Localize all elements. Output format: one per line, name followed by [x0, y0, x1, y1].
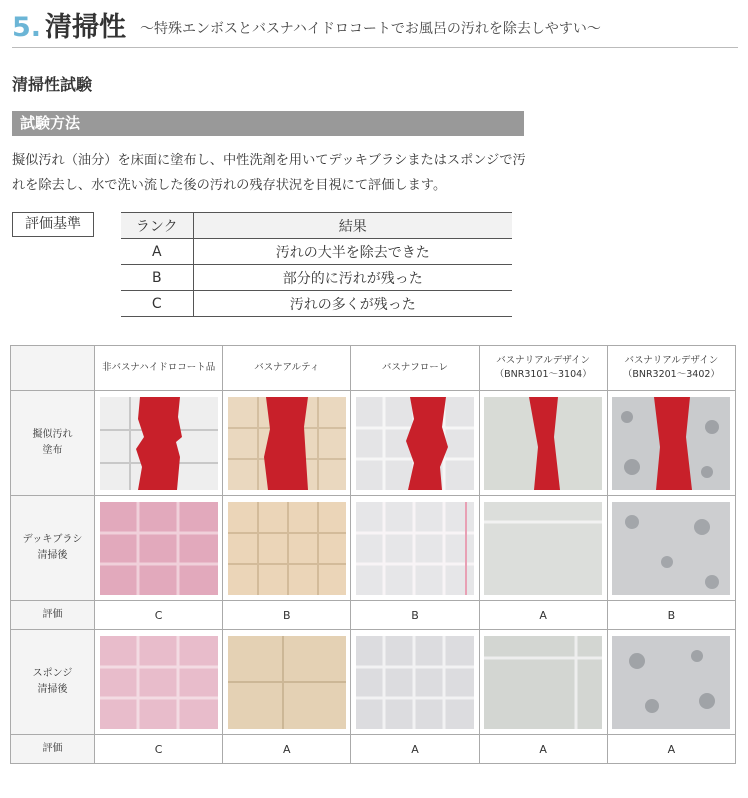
- criteria-label: 評価基準: [12, 212, 94, 237]
- result-cell: 部分的に汚れが残った: [193, 265, 512, 291]
- photo-cell: [607, 496, 735, 601]
- row-label: [11, 391, 95, 496]
- photo-cell: [223, 391, 351, 496]
- sponge-row: [11, 630, 736, 735]
- tile-photo: [612, 397, 730, 490]
- row-label-line1: 擬似汚れ: [32, 429, 73, 440]
- column-header: [351, 346, 479, 391]
- rank-row: [121, 239, 512, 265]
- result-header: 結果: [193, 213, 512, 239]
- photo-cell: [479, 496, 607, 601]
- rank-row: [121, 265, 512, 291]
- brush-eval-row: [11, 601, 736, 630]
- tile-photo: [484, 636, 602, 729]
- column-header-line1: バスナリアルデザイン: [624, 355, 719, 366]
- row-label: [11, 496, 95, 601]
- rank-header: ランク: [121, 213, 193, 239]
- row-label-line2: 塗布: [42, 445, 63, 456]
- eval-cell: A: [479, 601, 607, 630]
- eval-label: 評価: [11, 601, 95, 630]
- rank-cell: B: [121, 265, 193, 291]
- rank-row: [121, 291, 512, 317]
- tile-photo: [228, 636, 346, 729]
- sponge-eval-row: [11, 735, 736, 764]
- tile-photo: [100, 397, 218, 490]
- photo-cell: [223, 630, 351, 735]
- tile-photo: [612, 636, 730, 729]
- column-header-line1: バスナフローレ: [381, 362, 449, 373]
- eval-cell: A: [351, 735, 479, 764]
- photo-cell: [95, 630, 223, 735]
- row-label-line2: 清掃後: [37, 684, 68, 695]
- column-header: [479, 346, 607, 391]
- photo-cell: [479, 630, 607, 735]
- column-header-line2: （BNR3101〜3104）: [494, 369, 592, 380]
- eval-cell: A: [479, 735, 607, 764]
- eval-cell: C: [95, 601, 223, 630]
- tile-photo: [356, 397, 474, 490]
- section-title: 清掃性: [45, 12, 127, 43]
- tile-photo: [356, 502, 474, 595]
- eval-cell: A: [607, 735, 735, 764]
- tile-photo: [100, 636, 218, 729]
- applied-row: [11, 391, 736, 496]
- photo-cell: [223, 496, 351, 601]
- photo-cell: [351, 391, 479, 496]
- photo-cell: [95, 391, 223, 496]
- photo-cell: [95, 496, 223, 601]
- test-heading: 清掃性試験: [12, 75, 93, 94]
- row-label-line2: 清掃後: [37, 550, 68, 561]
- row-label-line1: デッキブラシ: [22, 534, 83, 545]
- result-cell: 汚れの多くが残った: [193, 291, 512, 317]
- section-number: 5.: [12, 12, 42, 43]
- rank-table: [121, 212, 512, 317]
- column-header: [223, 346, 351, 391]
- column-header: [607, 346, 735, 391]
- photo-cell: [479, 391, 607, 496]
- column-header-line2: （BNR3201〜3402）: [622, 369, 720, 380]
- column-header-line1: バスナアルティ: [254, 362, 320, 373]
- column-header-line1: バスナリアルデザイン: [496, 355, 591, 366]
- tile-photo: [612, 502, 730, 595]
- brush-row: [11, 496, 736, 601]
- row-label: [11, 630, 95, 735]
- tile-photo: [484, 502, 602, 595]
- tile-photo: [228, 397, 346, 490]
- column-header: [95, 346, 223, 391]
- column-header-line1: 非バスナハイドロコート品: [101, 362, 216, 373]
- photo-cell: [351, 496, 479, 601]
- eval-cell: B: [607, 601, 735, 630]
- method-description: 擬似汚れ（油分）を床面に塗布し、中性洗剤を用いてデッキブラシまたはスポンジで汚れを除去し、水で洗い流した後の汚れの残存状況を目視にて評価します。: [12, 153, 526, 193]
- tile-photo: [484, 397, 602, 490]
- result-cell: 汚れの大半を除去できた: [193, 239, 512, 265]
- rank-cell: A: [121, 239, 193, 265]
- rank-cell: C: [121, 291, 193, 317]
- eval-label: 評価: [11, 735, 95, 764]
- tile-photo: [228, 502, 346, 595]
- eval-cell: A: [223, 735, 351, 764]
- eval-cell: B: [351, 601, 479, 630]
- eval-cell: C: [95, 735, 223, 764]
- photo-cell: [607, 391, 735, 496]
- eval-cell: B: [223, 601, 351, 630]
- results-table: [10, 345, 736, 764]
- photo-cell: [351, 630, 479, 735]
- tile-photo: [356, 636, 474, 729]
- photo-cell: [607, 630, 735, 735]
- section-subtitle: 〜特殊エンボスとバスナハイドロコートでお風呂の汚れを除去しやすい〜: [140, 21, 601, 37]
- corner-cell: [11, 346, 95, 391]
- tile-photo: [100, 502, 218, 595]
- method-bar: 試験方法: [12, 111, 524, 136]
- section-header: [12, 6, 738, 48]
- row-label-line1: スポンジ: [32, 668, 73, 679]
